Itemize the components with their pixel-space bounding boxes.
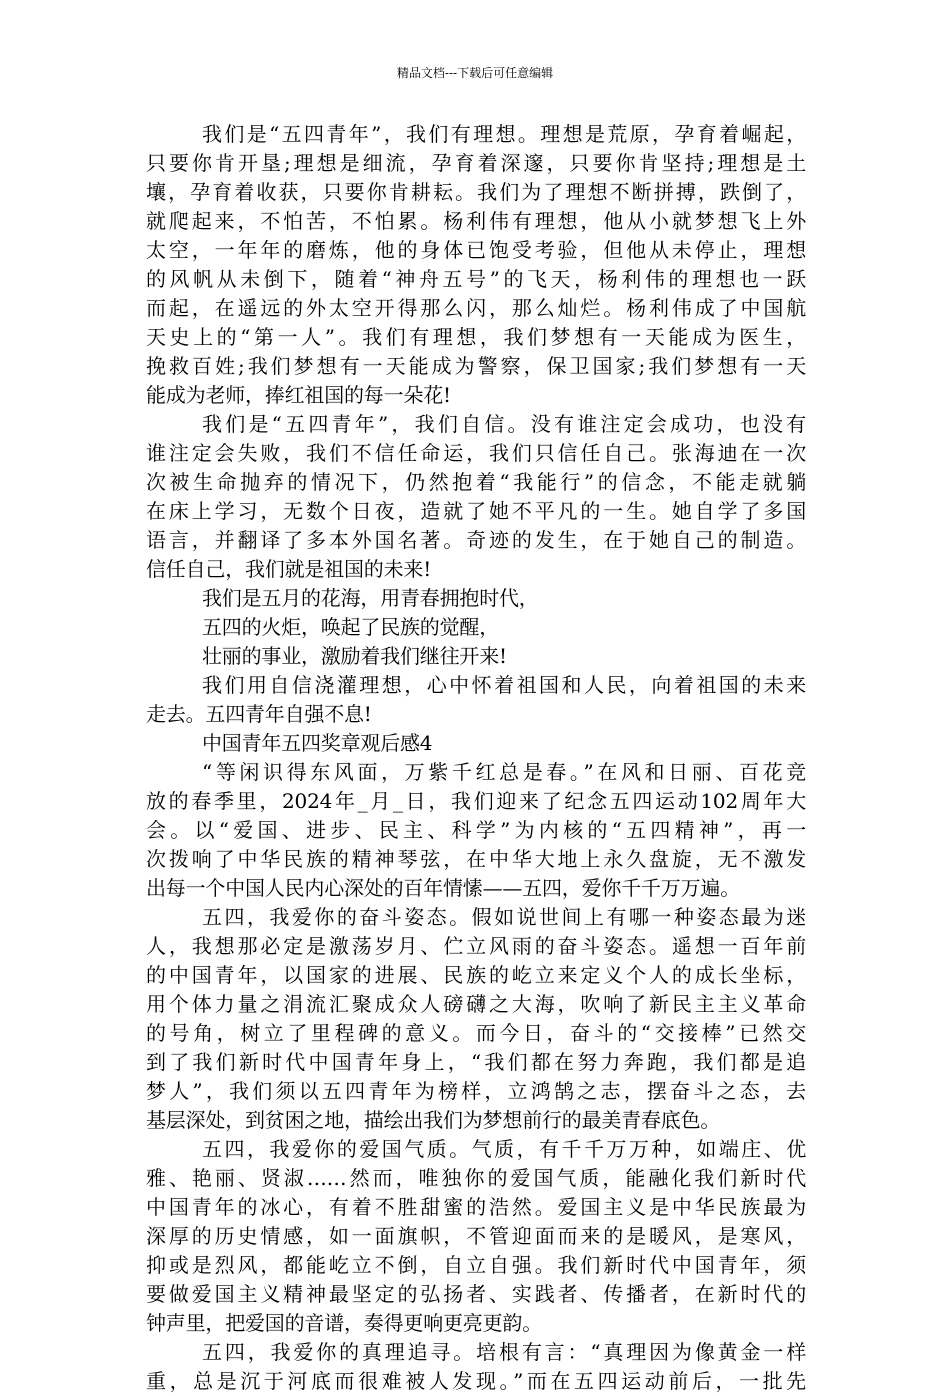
text-line: 只要你肯开垦;理想是细流，孕育着深邃，只要你肯坚持;理想是土 (146, 151, 806, 175)
text-line: 我们用自信浇灌理想，心中怀着祖国和人民，向着祖国的未来 (202, 673, 806, 697)
text-line: 次被生命抛弃的情况下，仍然抱着“我能行”的信念，不能走就躺 (146, 470, 806, 494)
text-line: 五四的火炬，唤起了民族的觉醒， (202, 615, 499, 639)
text-line: 重，总是沉于河底而很难被人发现。”而在五四运动前后，一批先 (146, 1369, 806, 1393)
text-line: 我们是“五四青年”，我们有理想。理想是荒原，孕育着崛起， (202, 122, 806, 146)
text-line: 放的春季里，2024年_月_日，我们迎来了纪念五四运动102周年大 (146, 789, 806, 813)
text-line: 走去。五四青年自强不息! (146, 702, 372, 726)
text-line: 到了我们新时代中国青年身上，“我们都在努力奔跑，我们都是追 (146, 1050, 806, 1074)
paragraph (146, 1338, 806, 1396)
paragraph (146, 903, 806, 1135)
text-line: 挽救百姓;我们梦想有一天能成为警察，保卫国家;我们梦想有一天 (146, 354, 806, 378)
paragraph (146, 671, 806, 729)
text-line: 就爬起来，不怕苦，不怕累。杨利伟有理想，他从小就梦想飞上外 (146, 209, 806, 233)
text-line: 次拨响了中华民族的精神琴弦，在中华大地上永久盘旋，无不激发 (146, 847, 806, 871)
text-line: 会。以“爱国、进步、民主、科学”为内核的“五四精神”，再一 (146, 818, 806, 842)
text-line: 天史上的“第一人”。我们有理想，我们梦想有一天能成为医生， (146, 325, 806, 349)
text-line: 深厚的历史情感，如一面旗帜，不管迎面而来的是暖风，是寒风， (146, 1224, 806, 1248)
text-line: 在床上学习，无数个日夜，造就了她不平凡的一生。她自学了多国 (146, 499, 806, 523)
text-line: 人，我想那必定是激荡岁月、伫立风雨的奋斗姿态。遥想一百年前 (146, 934, 806, 958)
text-line: 雅、艳丽、贤淑……然而，唯独你的爱国气质，能融化我们新时代 (146, 1166, 806, 1190)
text-line: 基层深处，到贫困之地，描绘出我们为梦想前行的最美青春底色。 (146, 1108, 721, 1132)
text-line: 谁注定会失败，我们不信任命运，我们只信任自己。张海迪在一次 (146, 441, 806, 465)
text-line: 能成为老师，捧红祖国的每一朵花! (146, 383, 451, 407)
paragraph (146, 1135, 806, 1338)
paragraph (146, 758, 806, 903)
text-line: 而起，在遥远的外太空开得那么闪，那么灿烂。杨利伟成了中国航 (146, 296, 806, 320)
text-line: 出每一个中国人民内心深处的百年情愫——五四，爱你千千万万遍。 (146, 876, 740, 900)
text-line: 壤，孕育着收获，只要你肯耕耘。我们为了理想不断拼搏，跌倒了， (146, 180, 806, 204)
text-line: 的号角，树立了里程碑的意义。而今日，奋斗的“交接棒”已然交 (146, 1021, 806, 1045)
paragraph (146, 410, 806, 584)
text-line: “等闲识得东风面，万紫千红总是春。”在风和日丽、百花竞 (202, 760, 806, 784)
text-line: 五四，我爱你的真理追寻。培根有言：“真理因为像黄金一样 (202, 1340, 806, 1364)
text-line: 中国青年的冰心，有着不胜甜蜜的浩然。爱国主义是中华民族最为 (146, 1195, 806, 1219)
text-line: 的风帆从未倒下，随着“神舟五号”的飞天，杨利伟的理想也一跃 (146, 267, 806, 291)
text-line: 的中国青年，以国家的进展、民族的屹立来定义个人的成长坐标， (146, 963, 806, 987)
text-line: 信任自己，我们就是祖国的未来! (146, 557, 432, 581)
document-body (146, 120, 806, 1396)
page-header: 精品文档---下载后可任意编辑 (396, 66, 554, 80)
text-line: 五四，我爱你的奋斗姿态。假如说世间上有哪一种姿态最为迷 (202, 905, 806, 929)
text-line: 钟声里，把爱国的音谱，奏得更响更亮更韵。 (146, 1311, 542, 1335)
text-line: 我们是“五四青年”，我们自信。没有谁注定会成功，也没有 (202, 412, 806, 436)
paragraph (146, 729, 806, 758)
paragraph (146, 642, 806, 671)
text-line: 中国青年五四奖章观后感4 (202, 731, 433, 755)
paragraph (146, 613, 806, 642)
text-line: 梦人”，我们须以五四青年为榜样，立鸿鹄之志，摆奋斗之态，去 (146, 1079, 806, 1103)
paragraph (146, 584, 806, 613)
text-line: 语言，并翻译了多本外国名著。奇迹的发生，在于她自己的制造。 (146, 528, 806, 552)
paragraph (146, 120, 806, 410)
text-line: 太空，一年年的磨炼，他的身体已饱受考验，但他从未停止，理想 (146, 238, 806, 262)
text-line: 要做爱国主义精神最坚定的弘扬者、实践者、传播者，在新时代的 (146, 1282, 806, 1306)
text-line: 抑或是烈风，都能屹立不倒，自立自强。我们新时代中国青年，须 (146, 1253, 806, 1277)
text-line: 用个体力量之涓流汇聚成众人磅礴之大海，吹响了新民主主义革命 (146, 992, 806, 1016)
text-line: 我们是五月的花海，用青春拥抱时代， (202, 586, 539, 610)
text-line: 五四，我爱你的爱国气质。气质，有千千万万种，如端庄、优 (202, 1137, 806, 1161)
text-line: 壮丽的事业，激励着我们继往开来! (202, 644, 507, 668)
